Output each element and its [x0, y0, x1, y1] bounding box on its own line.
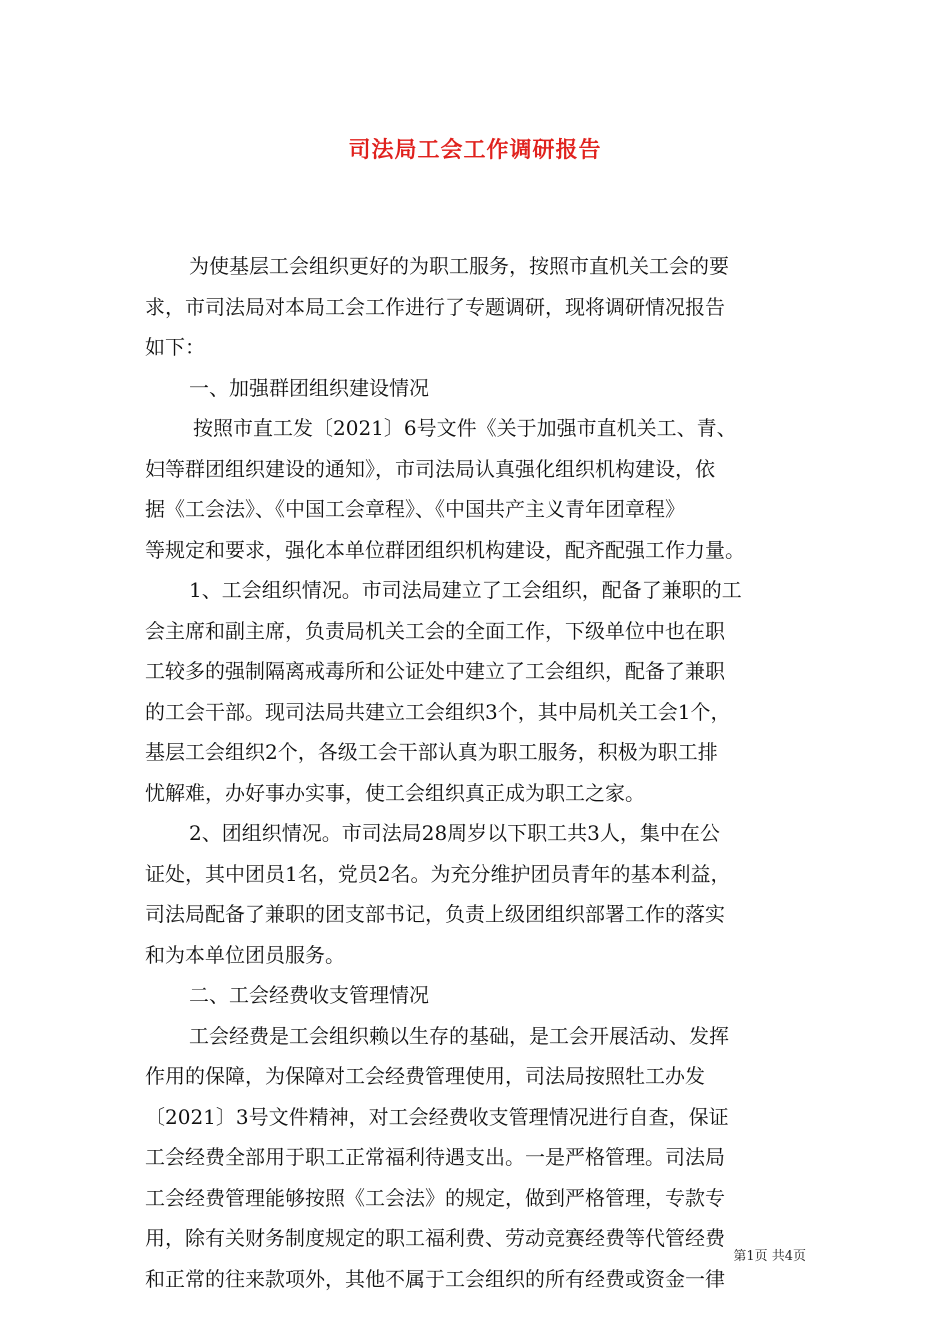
text-line: 司法局配备了兼职的团支部书记，负责上级团组织部署工作的落实: [145, 902, 725, 926]
text-line: 会主席和副主席，负责局机关工会的全面工作，下级单位中也在职: [145, 618, 725, 643]
text-line: 工会经费是工会组织赖以生存的基础，是工会开展活动、发挥: [189, 1023, 729, 1048]
section-heading: 一、加强群团组织建设情况: [189, 375, 429, 400]
section-heading: 二、工会经费收支管理情况: [189, 983, 429, 1007]
text-line: 2、团组织情况。市司法局28周岁以下职工共3人，集中在公: [189, 821, 720, 845]
text-line: 工会经费管理能够按照《工会法》的规定，做到严格管理，专款专: [145, 1185, 725, 1210]
page-number-footer: 第1页 共4页: [733, 1249, 806, 1264]
text-line: 1、工会组织情况。市司法局建立了工会组织，配备了兼职的工: [189, 578, 742, 602]
text-line: 按照市直工发〔2021〕6号文件《关于加强市直机关工、青、: [193, 416, 737, 440]
text-line: 工较多的强制隔离戒毒所和公证处中建立了工会组织，配备了兼职: [145, 659, 725, 683]
text-line: 和正常的往来款项外，其他不属于工会组织的所有经费或资金一律: [145, 1266, 725, 1291]
document-title: 司法局工会工作调研报告: [348, 137, 602, 163]
text-line: 〔2021〕3号文件精神，对工会经费收支管理情况进行自查，保证: [145, 1104, 729, 1129]
text-line: 工会经费全部用于职工正常福利待遇支出。一是严格管理。司法局: [145, 1145, 725, 1169]
text-line: 和为本单位团员服务。: [145, 942, 345, 967]
text-line: 妇等群团组织建设的通知》，市司法局认真强化组织机构建设，依: [145, 456, 715, 481]
text-line: 求，市司法局对本局工会工作进行了专题调研，现将调研情况报告: [145, 294, 725, 319]
document-body: [145, 246, 805, 1299]
text-line: 忧解难，办好事办实事，使工会组织真正成为职工之家。: [145, 780, 645, 805]
text-line: 证处，其中团员1名，党员2名。为充分维护团员青年的基本利益，: [145, 861, 731, 886]
text-line: 作用的保障，为保障对工会经费管理使用，司法局按照牡工办发: [145, 1064, 705, 1088]
text-line: 为使基层工会组织更好的为职工服务，按照市直机关工会的要: [189, 254, 729, 278]
text-line: 用，除有关财务制度规定的职工福利费、劳动竞赛经费等代管经费: [145, 1226, 725, 1250]
text-line: 如下：: [145, 335, 205, 359]
text-line: 据《工会法》、《中国工会章程》、《中国共产主义青年团章程》: [145, 497, 685, 521]
text-line: 等规定和要求，强化本单位群团组织机构建设，配齐配强工作力量。: [145, 537, 745, 562]
text-line: 的工会干部。现司法局共建立工会组织3个，其中局机关工会1个，: [145, 699, 731, 724]
text-line: 基层工会组织2个，各级工会干部认真为职工服务，积极为职工排: [145, 740, 718, 764]
